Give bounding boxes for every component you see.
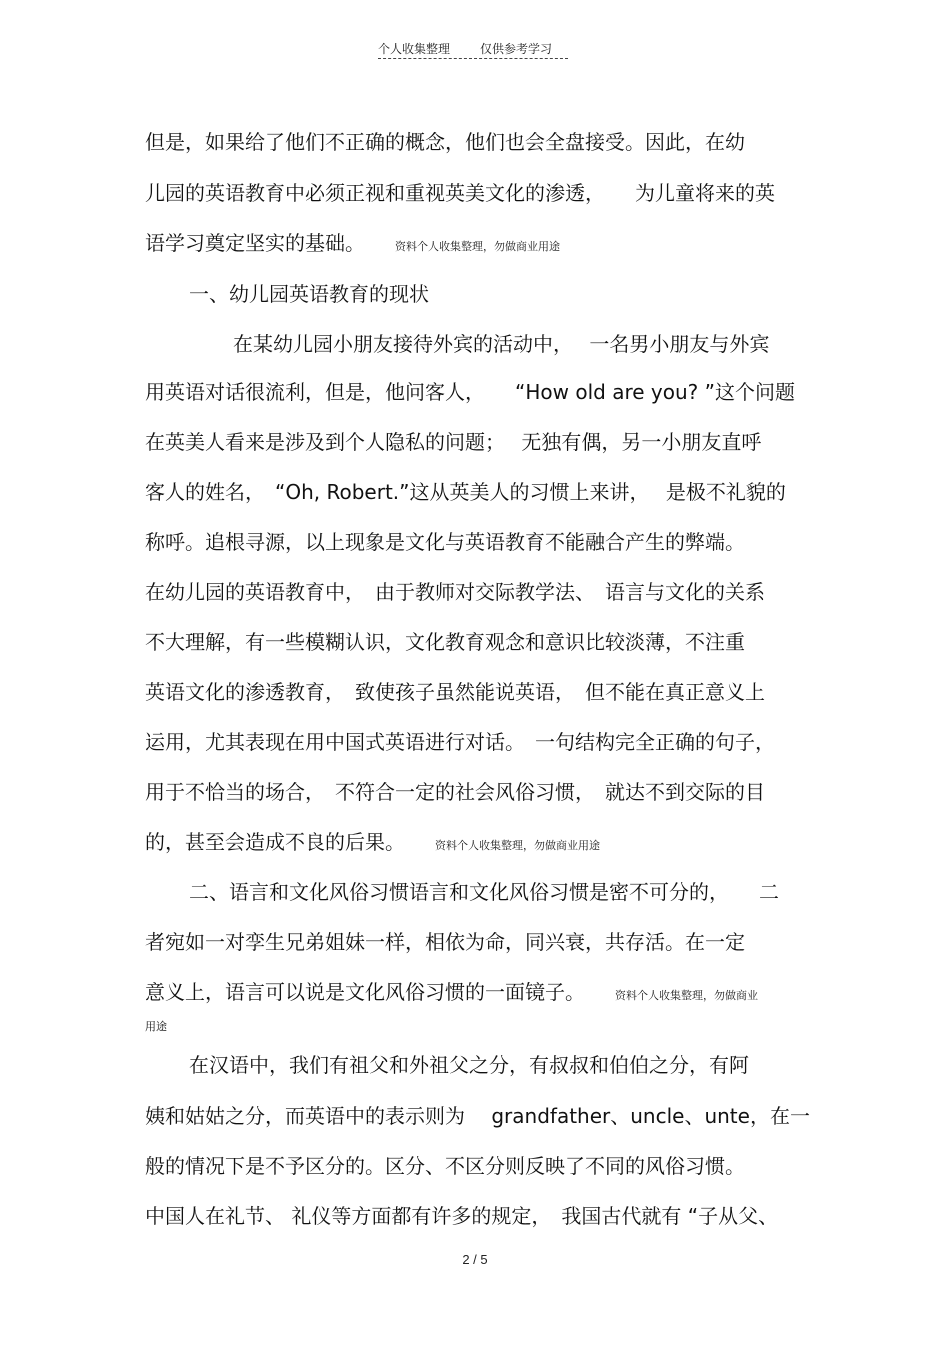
text-line	[145, 580, 765, 604]
watermark-note: 资料个人收集整理，勿做商业用途	[435, 839, 600, 852]
header-left-text: 个人收集整理	[378, 42, 451, 56]
line-text: 般的情况下是不予区分的。区分、不区分则反映了不同的风俗习惯。	[145, 1154, 745, 1178]
line-text: 的，甚至会造成不良的后果。	[145, 830, 395, 854]
line-text: 但是，如果给了他们不正确的概念，他们也会全盘接受。因此，在幼	[145, 130, 745, 154]
line-text: 用英语对话很流利，但是，他问客人， “How old are you? ”这个问题	[145, 380, 795, 404]
text-line	[145, 1204, 778, 1228]
header-right-text: 仅供参考学习	[480, 42, 553, 56]
text-line	[145, 1104, 810, 1128]
text-line	[145, 830, 600, 858]
line-text: 在某幼儿园小朋友接待外宾的活动中， 一名男小朋友与外宾	[233, 332, 770, 356]
page-number: 2 / 5	[462, 1252, 488, 1267]
text-line	[145, 680, 765, 704]
text-line	[145, 930, 745, 954]
text-line	[145, 530, 745, 554]
line-text: 语学习奠定坚实的基础。	[145, 231, 355, 255]
line-text: 者宛如一对孪生兄弟姐妹一样，相依为命，同兴衰，共存活。在一定	[145, 930, 745, 954]
text-line	[145, 980, 758, 1008]
text-line	[145, 380, 795, 404]
line-text: 在幼儿园的英语教育中， 由于教师对交际教学法、 语言与文化的关系	[145, 580, 765, 604]
text-line	[189, 282, 429, 306]
line-text: 运用，尤其表现在用中国式英语进行对话。 一句结构完全正确的句子，	[145, 730, 775, 754]
text-line	[145, 780, 765, 804]
line-text: 二、语言和文化风俗习惯语言和文化风俗习惯是密不可分的， 二	[189, 880, 779, 904]
text-line	[145, 231, 560, 259]
page-header	[378, 40, 568, 60]
line-text: 意义上，语言可以说是文化风俗习惯的一面镜子。	[145, 980, 575, 1004]
text-line	[145, 630, 745, 654]
text-line	[145, 430, 761, 454]
line-text: 姨和姑姑之分，而英语中的表示则为 grandfather、uncle、unte，在一	[145, 1104, 810, 1128]
line-text: 用途	[145, 1020, 167, 1033]
watermark-note: 资料个人收集整理，勿做商业用途	[395, 240, 560, 253]
text-line	[145, 1154, 745, 1178]
line-text: 儿园的英语教育中必须正视和重视英美文化的渗透， 为儿童将来的英	[145, 181, 775, 205]
line-text: 不大理解，有一些模糊认识，文化教育观念和意识比较淡薄，不注重	[145, 630, 745, 654]
text-line	[145, 1015, 167, 1039]
text-line	[145, 480, 786, 504]
text-line	[145, 181, 775, 205]
header-dashed-rule	[378, 58, 568, 59]
watermark-note: 资料个人收集整理，勿做商业	[615, 989, 758, 1002]
line-text: 中国人在礼节、 礼仪等方面都有许多的规定， 我国古代就有 “子从父、	[145, 1204, 779, 1228]
line-text: 客人的姓名， “Oh, Robert.”这从英美人的习惯上来讲， 是极不礼貌的	[145, 480, 786, 504]
text-line	[189, 1053, 749, 1077]
line-text: 称呼。追根寻源，以上现象是文化与英语教育不能融合产生的弊端。	[145, 530, 745, 554]
line-text: 英语文化的渗透教育， 致使孩子虽然能说英语， 但不能在真正意义上	[145, 680, 765, 704]
line-text: 在汉语中，我们有祖父和外祖父之分，有叔叔和伯伯之分，有阿	[189, 1053, 749, 1077]
text-line	[189, 880, 779, 904]
line-text: 在英美人看来是涉及到个人隐私的问题； 无独有偶，另一小朋友直呼	[145, 430, 762, 454]
line-text: 一、幼儿园英语教育的现状	[189, 282, 429, 306]
line-text: 用于不恰当的场合， 不符合一定的社会风俗习惯， 就达不到交际的目	[145, 780, 765, 804]
text-line	[233, 332, 769, 356]
text-line	[145, 130, 745, 154]
text-line	[145, 730, 775, 754]
